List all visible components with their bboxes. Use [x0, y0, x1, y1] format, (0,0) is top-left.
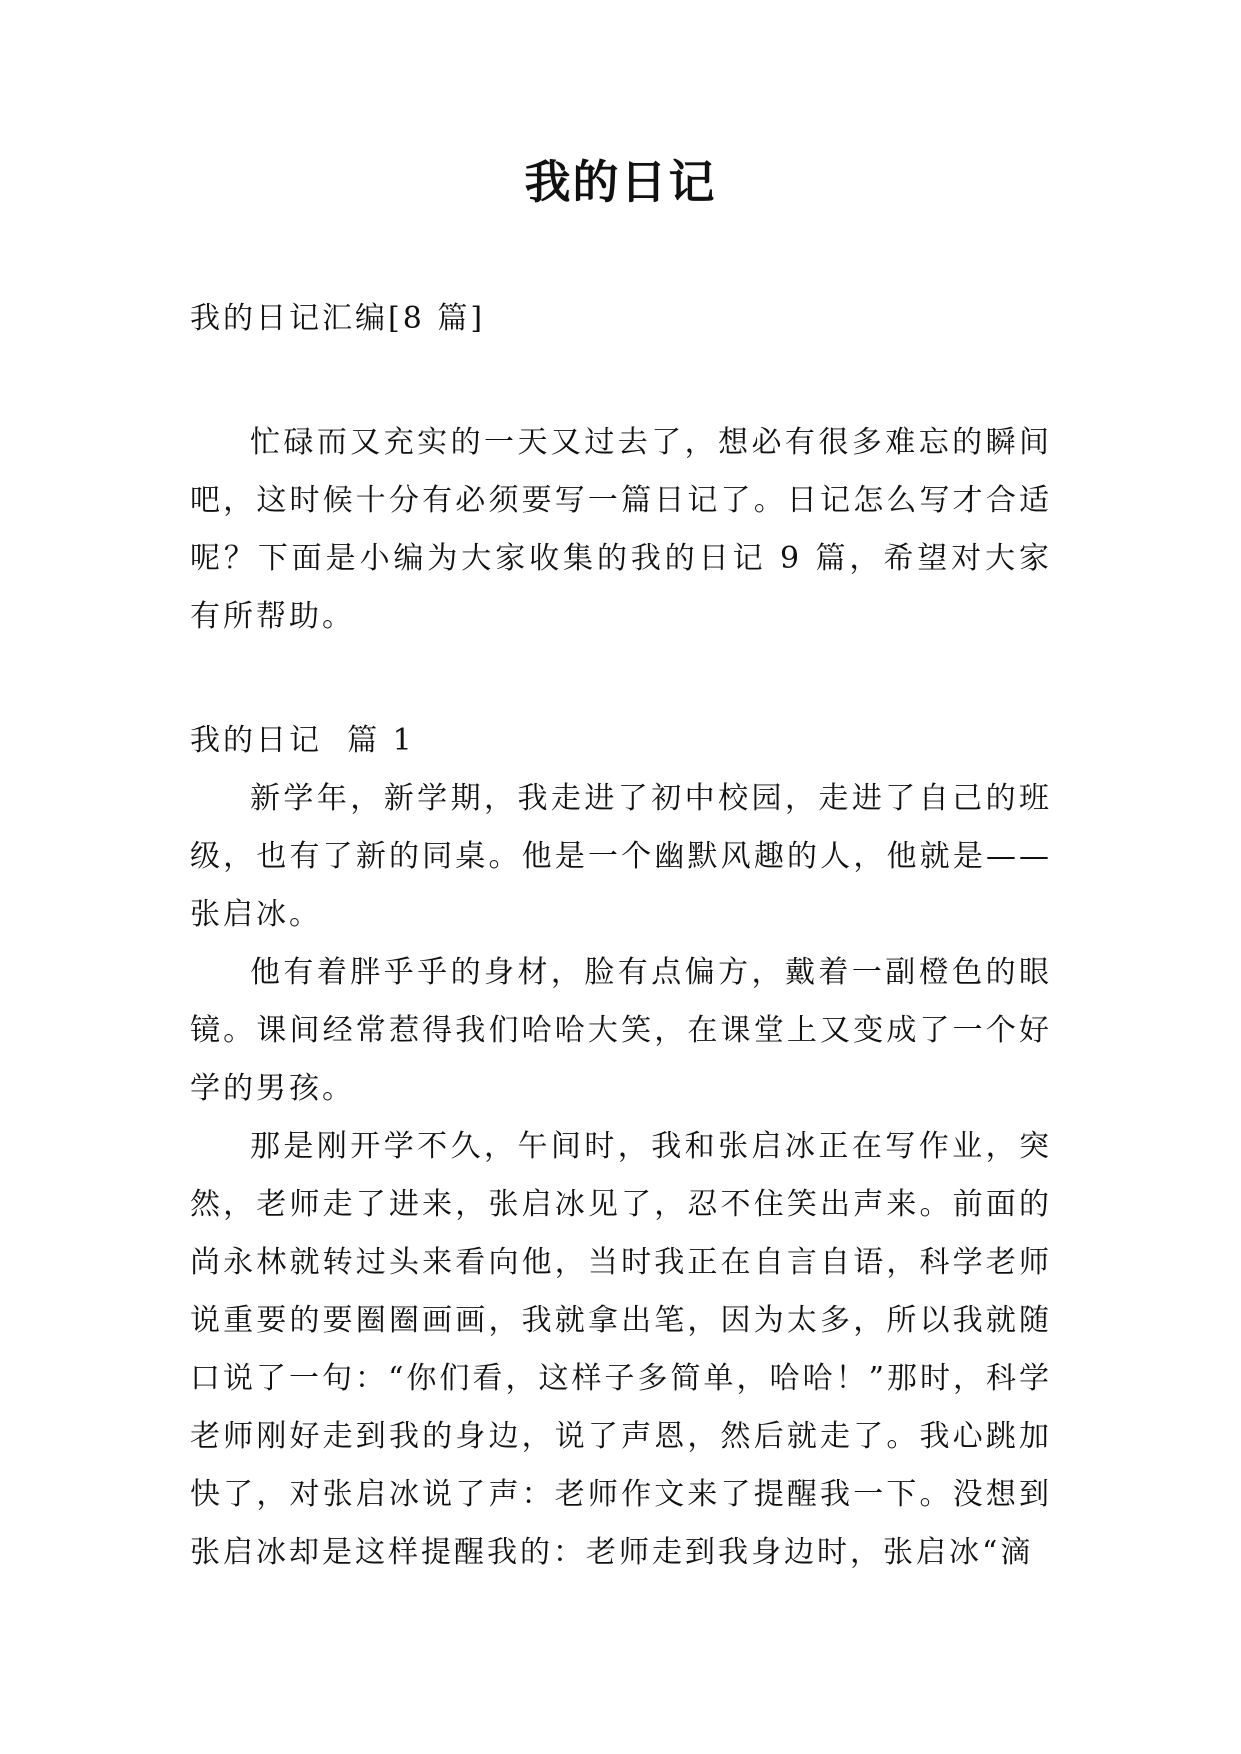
body-paragraph-1: 新学年，新学期，我走进了初中校园，走进了自己的班级，也有了新的同桌。他是一个幽默风趣的人，他就是——张启冰。 — [190, 781, 1052, 932]
document-body — [190, 290, 1052, 1582]
intro-paragraph: 忙碌而又充实的一天又过去了，想必有很多难忘的瞬间吧，这时候十分有必须要写一篇日记了。日记怎么写才合适呢？下面是小编为大家收集的我的日记 9 篇，希望对大家有所帮助。 — [190, 425, 1052, 634]
document-subtitle: 我的日记汇编[8 篇] — [190, 301, 486, 336]
body-paragraph-2: 他有着胖乎乎的身材，脸有点偏方，戴着一副橙色的眼镜。课间经常惹得我们哈哈大笑，在课堂上又变成了一个好学的男孩。 — [190, 955, 1052, 1106]
document-title: 我的日记 — [524, 155, 717, 209]
section-heading: 我的日记 篇 1 — [190, 723, 415, 758]
body-paragraph-3: 那是刚开学不久，午间时，我和张启冰正在写作业，突然，老师走了进来，张启冰见了，忍不住笑出声来。前面的尚永林就转过头来看向他，当时我正在自言自语，科学老师说重要的要圈圈画画，我就拿出笔，因为太多，所以我就随口说了一句：“你们看，这样子多简单，哈哈！”那时，科学老师刚好走到我的身边，说了声恩，然后就走了。我心跳加快了，对张启冰说了声：老师作文来了提醒我一下。没想到张启冰却是这样提醒我的：老师走到我身边时，张启冰“滴 — [190, 1129, 1052, 1570]
